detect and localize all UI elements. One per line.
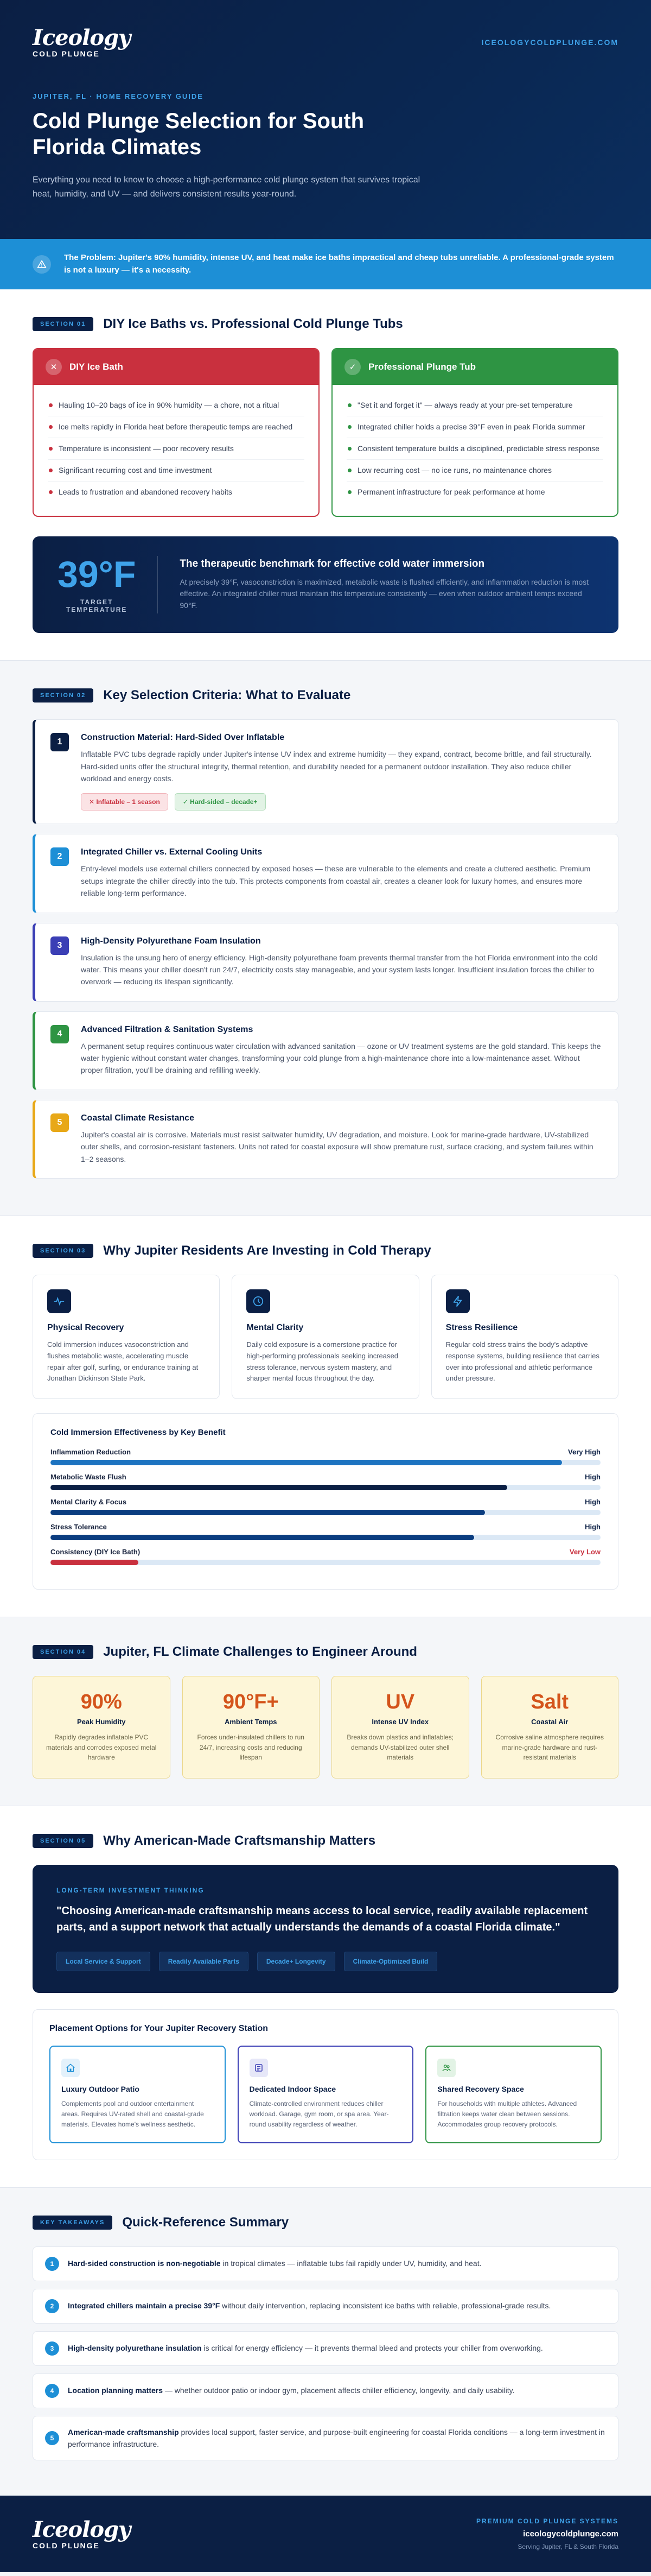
summary-number: 1 bbox=[45, 2257, 59, 2271]
section-heading bbox=[33, 2215, 618, 2230]
criterion-number: 4 bbox=[50, 1025, 69, 1043]
quote-tag: Decade+ Longevity bbox=[257, 1952, 335, 1971]
criterion-number: 3 bbox=[50, 936, 69, 955]
chart-bar-row bbox=[50, 1448, 601, 1465]
section-selection-criteria bbox=[0, 661, 651, 1216]
chart-bar-row bbox=[50, 1473, 601, 1490]
criterion-title: Advanced Filtration & Sanitation Systems bbox=[81, 1024, 253, 1034]
comparison-cards bbox=[33, 348, 618, 517]
benefit-cards bbox=[33, 1275, 618, 1399]
section-heading bbox=[33, 317, 618, 332]
section-title: Jupiter, FL Climate Challenges to Engineer Around bbox=[103, 1644, 417, 1660]
climate-value: 90% bbox=[80, 1691, 122, 1714]
summary-rest: is critical for energy efficiency — it prevents thermal bleed and protects your chiller from overworking. bbox=[201, 2344, 543, 2353]
section-heading bbox=[33, 1833, 618, 1849]
summary-bold: Hard-sided construction is non-negotiable bbox=[68, 2259, 221, 2268]
section-title: Why Jupiter Residents Are Investing in Cold Therapy bbox=[103, 1243, 431, 1258]
climate-text: Corrosive saline atmosphere requires marine-grade hardware and rust-resistant materials bbox=[495, 1733, 604, 1762]
list-item: Permanent infrastructure for peak performance at home bbox=[347, 482, 603, 503]
bar-labels bbox=[50, 1548, 601, 1556]
bar-labels bbox=[50, 1523, 601, 1531]
warning-icon bbox=[33, 255, 51, 274]
section-title: Quick-Reference Summary bbox=[122, 2214, 289, 2230]
summary-text bbox=[68, 2426, 606, 2451]
criterion-tags bbox=[81, 793, 603, 811]
diy-ice-bath-card bbox=[33, 348, 320, 517]
summary-item bbox=[33, 2246, 618, 2281]
footer-serving: Serving Jupiter, FL & South Florida bbox=[518, 2543, 618, 2551]
problem-banner bbox=[0, 239, 651, 289]
section-diy-vs-pro bbox=[0, 289, 651, 661]
effectiveness-chart bbox=[33, 1413, 618, 1590]
list-item: Low recurring cost — no ice runs, no maintenance chores bbox=[347, 460, 603, 482]
benchmark-text: At precisely 39°F, vasoconstriction is maximized, metabolic waste is flushed efficiently, and inflammation reduction is most effective. An integrated chiller must maintain this temperature consistently — even when outdoor ambient temps exceed 90°F. bbox=[180, 577, 589, 610]
pro-plunge-card bbox=[331, 348, 618, 517]
footer-logo[interactable] bbox=[33, 2516, 131, 2550]
section-heading bbox=[33, 1243, 618, 1258]
chart-bar-row bbox=[50, 1523, 601, 1540]
clock-icon bbox=[246, 1289, 270, 1313]
criterion-text: A permanent setup requires continuous water circulation with advanced sanitation — ozone or UV treatment systems are the gold standard. This keeps the water hygienic without constant water changes, transforming your cold plunge from a high-maintenance chore into a low-maintenance asset. Without proper filtration, you'll be draining and refilling weekly. bbox=[81, 1041, 601, 1075]
quote-text: "Choosing American-made craftsmanship means access to local service, readily available replacement parts, and a support network that actually understands the demands of a coastal Florida climate." bbox=[56, 1905, 588, 1934]
benchmark-number bbox=[58, 556, 158, 613]
footer bbox=[0, 2496, 651, 2572]
bar-level-label: High bbox=[585, 1498, 601, 1507]
climate-value: UV bbox=[386, 1691, 415, 1714]
climate-card-temps bbox=[182, 1676, 320, 1778]
bar-fill bbox=[50, 1510, 485, 1515]
climate-title: Ambient Temps bbox=[224, 1718, 277, 1726]
summary-bold: Location planning matters bbox=[68, 2386, 163, 2395]
criterion-number: 2 bbox=[50, 847, 69, 866]
summary-item bbox=[33, 2289, 618, 2324]
bar-labels bbox=[50, 1498, 601, 1506]
summary-text bbox=[68, 2257, 482, 2269]
placement-card-outdoor bbox=[49, 2046, 226, 2143]
bar-track bbox=[50, 1510, 601, 1515]
climate-card-uv bbox=[331, 1676, 469, 1778]
section-badge: SECTION 01 bbox=[33, 317, 93, 331]
climate-card-humidity bbox=[33, 1676, 170, 1778]
bar-track bbox=[50, 1485, 601, 1490]
climate-text: Breaks down plastics and inflatables; demands UV-stabilized outer shell materials bbox=[347, 1733, 454, 1762]
summary-number: 4 bbox=[45, 2384, 59, 2398]
investment-quote bbox=[33, 1865, 618, 1993]
list-item: Integrated chiller holds a precise 39°F even in peak Florida summer bbox=[347, 416, 603, 438]
list-item: Significant recurring cost and time investment bbox=[48, 460, 304, 482]
criterion-body bbox=[81, 733, 603, 811]
bar-category-label: Mental Clarity & Focus bbox=[50, 1498, 127, 1507]
climate-text: Rapidly degrades inflatable PVC materials and corrodes exposed metal hardware bbox=[46, 1733, 157, 1762]
criterion-title: Integrated Chiller vs. External Cooling Units bbox=[81, 847, 263, 857]
list-item: Leads to frustration and abandoned recovery habits bbox=[48, 482, 304, 503]
summary-bold: Integrated chillers maintain a precise 39°F bbox=[68, 2301, 220, 2311]
section-heading bbox=[33, 1644, 618, 1660]
section-title: Key Selection Criteria: What to Evaluate bbox=[103, 688, 351, 703]
benefit-title: Stress Resilience bbox=[445, 1323, 518, 1333]
climate-title: Peak Humidity bbox=[76, 1718, 126, 1726]
placement-cards bbox=[49, 2046, 602, 2143]
benchmark-label: TARGET TEMPERATURE bbox=[66, 598, 127, 614]
benefit-text: Daily cold exposure is a cornerstone practice for high-performing professionals seeking increased stress tolerance, nervous system mastery, and sharper mental focus throughout the day. bbox=[246, 1340, 398, 1383]
bar-fill bbox=[50, 1485, 507, 1490]
logo-sub: COLD PLUNGE bbox=[33, 49, 100, 58]
section-badge: KEY TAKEAWAYS bbox=[33, 2216, 112, 2230]
diy-list bbox=[34, 385, 318, 516]
section-title: DIY Ice Baths vs. Professional Cold Plunge Tubs bbox=[103, 317, 403, 332]
summary-list bbox=[33, 2246, 618, 2461]
summary-bold: High-density polyurethane insulation bbox=[68, 2344, 202, 2353]
temperature-benchmark bbox=[33, 536, 618, 633]
section-heading bbox=[33, 688, 618, 703]
bar-track bbox=[50, 1460, 601, 1465]
summary-rest: in tropical climates — inflatable tubs fail rapidly under UV, humidity, and heat. bbox=[220, 2259, 482, 2268]
summary-item bbox=[33, 2374, 618, 2408]
summary-item bbox=[33, 2416, 618, 2461]
climate-card-salt bbox=[481, 1676, 619, 1778]
bar-fill bbox=[50, 1560, 138, 1565]
section-badge: SECTION 02 bbox=[33, 688, 93, 702]
chart-bars bbox=[50, 1448, 601, 1565]
placement-card-text: Climate-controlled environment reduces chiller workload. Garage, gym room, or spa area. Year-round usability regardless of weather. bbox=[249, 2100, 389, 2129]
benefit-text: Regular cold stress trains the body's adaptive response systems, building resilience that carries over into professional and athletic performance under pressure. bbox=[445, 1340, 599, 1383]
site-link[interactable]: ICEOLOGYCOLDPLUNGE.COM bbox=[481, 38, 618, 47]
pro-card-title: Professional Plunge Tub bbox=[368, 362, 476, 372]
hard-sided-tag: ✓ Hard-sided – decade+ bbox=[175, 793, 266, 811]
bar-category-label: Stress Tolerance bbox=[50, 1523, 107, 1531]
panel-icon bbox=[250, 2059, 268, 2077]
list-item: Hauling 10–20 bags of ice in 90% humidity — a chore, not a ritual bbox=[48, 395, 304, 416]
criterion-text: Jupiter's coastal air is corrosive. Materials must resist saltwater humidity, UV degradation, and moisture. Look for marine-grade hardware, UV-stabilized outer shells, and corrosion-resistant fasteners. Units not rated for coastal exposure will show premature rust, surface cracking, and system failures within 1–2 seasons. bbox=[81, 1130, 593, 1163]
quote-tags bbox=[56, 1952, 595, 1971]
bar-track bbox=[50, 1560, 601, 1565]
house-icon bbox=[61, 2059, 80, 2077]
benefit-title: Mental Clarity bbox=[246, 1323, 304, 1333]
section-summary bbox=[0, 2188, 651, 2496]
placement-card-title: Luxury Outdoor Patio bbox=[61, 2085, 139, 2094]
section-badge: SECTION 03 bbox=[33, 1244, 93, 1258]
page-title: Cold Plunge Selection for South Florida Climates bbox=[33, 109, 365, 159]
chart-bar-row bbox=[50, 1498, 601, 1515]
summary-bold: American-made craftsmanship bbox=[68, 2427, 179, 2436]
bar-category-label: Consistency (DIY Ice Bath) bbox=[50, 1548, 141, 1556]
summary-rest: without daily intervention, replacing inconsistent ice baths with reliable, professional-grade results. bbox=[220, 2301, 551, 2311]
benefit-card-physical-recovery bbox=[33, 1275, 220, 1399]
climate-title: Intense UV Index bbox=[372, 1718, 429, 1726]
chart-bar-row bbox=[50, 1548, 601, 1565]
footer-logo-sub: COLD PLUNGE bbox=[33, 2541, 100, 2550]
criterion-card bbox=[33, 834, 618, 913]
placement-card-title: Dedicated Indoor Space bbox=[249, 2085, 336, 2094]
diy-card-header bbox=[34, 349, 318, 385]
placement-card-shared bbox=[425, 2046, 602, 2143]
footer-logo-main: Iceology bbox=[33, 2516, 131, 2542]
summary-item bbox=[33, 2331, 618, 2366]
benchmark-body bbox=[180, 558, 593, 612]
summary-rest: provides local support, faster service, and purpose-built engineering for coastal Florida conditions — a long-term investment in performance infrastructure. bbox=[68, 2427, 605, 2448]
summary-text bbox=[68, 2300, 551, 2312]
bar-level-label: High bbox=[585, 1473, 601, 1482]
placement-card-title: Shared Recovery Space bbox=[437, 2085, 524, 2094]
criterion-card bbox=[33, 923, 618, 1002]
benefit-title: Physical Recovery bbox=[47, 1323, 124, 1333]
inflatable-tag: ✕ Inflatable – 1 season bbox=[81, 793, 168, 811]
list-item: "Set it and forget it" — always ready at your pre-set temperature bbox=[347, 395, 603, 416]
chart-title: Cold Immersion Effectiveness by Key Benefit bbox=[50, 1428, 226, 1438]
section-badge: SECTION 04 bbox=[33, 1645, 93, 1659]
summary-number: 3 bbox=[45, 2341, 59, 2356]
bar-level-label: High bbox=[585, 1523, 601, 1531]
bar-fill bbox=[50, 1535, 474, 1540]
hero-eyebrow: JUPITER, FL · HOME RECOVERY GUIDE bbox=[33, 92, 203, 100]
criterion-body bbox=[81, 936, 603, 988]
criteria-list bbox=[33, 719, 618, 1179]
bar-track bbox=[50, 1535, 601, 1540]
criterion-text: Insulation is the unsung hero of energy efficiency. High-density polyurethane foam prevents thermal transfer from the hot Florida environment into the cold water. This means your chiller doesn't run 24/7, electricity costs stay manageable, and your system lasts longer. Insufficient insulation forces the chiller to overwork — reducing its lifespan significantly. bbox=[81, 953, 598, 986]
logo-main: Iceology bbox=[33, 25, 131, 50]
criterion-body bbox=[81, 1025, 603, 1077]
footer-tagline: PREMIUM COLD PLUNGE SYSTEMS bbox=[476, 2517, 618, 2526]
benefit-card-mental-clarity bbox=[232, 1275, 419, 1399]
footer-site-link[interactable]: iceologycoldplunge.com bbox=[523, 2529, 618, 2539]
climate-value: Salt bbox=[531, 1691, 569, 1714]
quote-label: LONG-TERM INVESTMENT THINKING bbox=[56, 1887, 205, 1895]
list-item: Ice melts rapidly in Florida heat before therapeutic temps are reached bbox=[48, 416, 304, 438]
climate-cards bbox=[33, 1676, 618, 1778]
criterion-number: 5 bbox=[50, 1113, 69, 1132]
climate-text: Forces under-insulated chillers to run 24/7, increasing costs and reducing lifespan bbox=[197, 1733, 304, 1762]
section-climate-challenges bbox=[0, 1617, 651, 1806]
placement-card-indoor bbox=[238, 2046, 414, 2143]
climate-title: Coastal Air bbox=[531, 1718, 569, 1726]
benefit-text: Cold immersion induces vasoconstriction and flushes metabolic waste, accelerating muscle repair after golf, surfing, or endurance training at Jonathan Dickinson State Park. bbox=[47, 1340, 199, 1383]
quote-tag: Local Service & Support bbox=[56, 1952, 150, 1971]
pulse-icon bbox=[47, 1289, 71, 1313]
section-title: Why American-Made Craftsmanship Matters bbox=[103, 1833, 376, 1849]
criterion-text: Inflatable PVC tubs degrade rapidly under Jupiter's intense UV index and extreme humidity — they expand, contract, become brittle, and fail structurally. Hard-sided units offer the structural integrity, thermal retention, and durability needed for a permanent outdoor installation. They also reduce chiller workload and energy costs. bbox=[81, 750, 592, 783]
benchmark-title: The therapeutic benchmark for effective cold water immersion bbox=[180, 558, 485, 569]
benchmark-value: 39°F bbox=[58, 554, 136, 596]
page-subtitle: Everything you need to know to choose a high-performance cold plunge system that survives tropical heat, humidity, and UV — and delivers consistent results year-round. bbox=[33, 175, 420, 199]
section-craftsmanship bbox=[0, 1806, 651, 2188]
summary-text bbox=[68, 2342, 543, 2354]
criterion-text: Entry-level models use external chillers connected by exposed hoses — these are vulnerable to the elements and create a cluttered aesthetic. Premium setups integrate the chiller directly into the tub. This protects components from coastal air, creates a cleaner look for luxury homes, and ensures more reliable long-term performance. bbox=[81, 864, 591, 898]
logo[interactable] bbox=[33, 27, 130, 58]
criterion-title: Construction Material: Hard-Sided Over Inflatable bbox=[81, 733, 285, 743]
pro-list bbox=[333, 385, 617, 516]
diy-card-title: DIY Ice Bath bbox=[69, 362, 123, 372]
bolt-icon bbox=[446, 1289, 470, 1313]
benefit-card-stress-resilience bbox=[431, 1275, 618, 1399]
bar-level-label: Very High bbox=[568, 1448, 601, 1457]
quote-tag: Climate-Optimized Build bbox=[344, 1952, 438, 1971]
summary-text bbox=[68, 2384, 515, 2396]
pro-card-header bbox=[333, 349, 617, 385]
placement-title: Placement Options for Your Jupiter Recovery Station bbox=[49, 2024, 269, 2034]
climate-value: 90°F+ bbox=[222, 1691, 279, 1714]
section-badge: SECTION 05 bbox=[33, 1834, 93, 1848]
placement-options bbox=[33, 2009, 618, 2160]
bar-labels bbox=[50, 1473, 601, 1481]
criterion-card bbox=[33, 1011, 618, 1090]
criterion-title: Coastal Climate Resistance bbox=[81, 1113, 194, 1123]
summary-rest: — whether outdoor patio or indoor gym, placement affects chiller efficiency, longevity, and daily usability. bbox=[163, 2386, 515, 2395]
people-icon bbox=[437, 2059, 456, 2077]
problem-text: The Problem: Jupiter's 90% humidity, intense UV, and heat make ice baths impractical and cheap tubs unreliable. A professional-grade system is not a luxury — it's a necessity. bbox=[64, 253, 614, 275]
criterion-body bbox=[81, 847, 603, 899]
criterion-body bbox=[81, 1113, 603, 1165]
placement-card-text: For households with multiple athletes. Advanced filtration keeps water clean between sessions. Accommodates group recovery protocols. bbox=[437, 2100, 577, 2129]
placement-card-text: Complements pool and outdoor entertainment areas. Requires UV-rated shell and coastal-grade materials. Elevates home's wellness aesthetic. bbox=[61, 2100, 204, 2129]
list-item: Temperature is inconsistent — poor recovery results bbox=[48, 438, 304, 460]
summary-number: 2 bbox=[45, 2299, 59, 2313]
criterion-title: High-Density Polyurethane Foam Insulation bbox=[81, 936, 261, 946]
bar-labels bbox=[50, 1448, 601, 1456]
criterion-card bbox=[33, 1100, 618, 1179]
criterion-card bbox=[33, 719, 618, 824]
criterion-number: 1 bbox=[50, 733, 69, 751]
x-icon: ✕ bbox=[46, 359, 62, 375]
bar-category-label: Metabolic Waste Flush bbox=[50, 1473, 126, 1482]
hero-header bbox=[0, 0, 651, 239]
check-icon: ✓ bbox=[344, 359, 361, 375]
summary-number: 5 bbox=[45, 2431, 59, 2445]
hero-top-bar bbox=[33, 27, 618, 58]
quote-tag: Readily Available Parts bbox=[159, 1952, 248, 1971]
bar-fill bbox=[50, 1460, 562, 1465]
section-why-invest bbox=[0, 1216, 651, 1617]
bar-category-label: Inflammation Reduction bbox=[50, 1448, 131, 1457]
list-item: Consistent temperature builds a disciplined, predictable stress response bbox=[347, 438, 603, 460]
bar-level-label: Very Low bbox=[569, 1548, 601, 1556]
footer-info bbox=[476, 2517, 618, 2550]
